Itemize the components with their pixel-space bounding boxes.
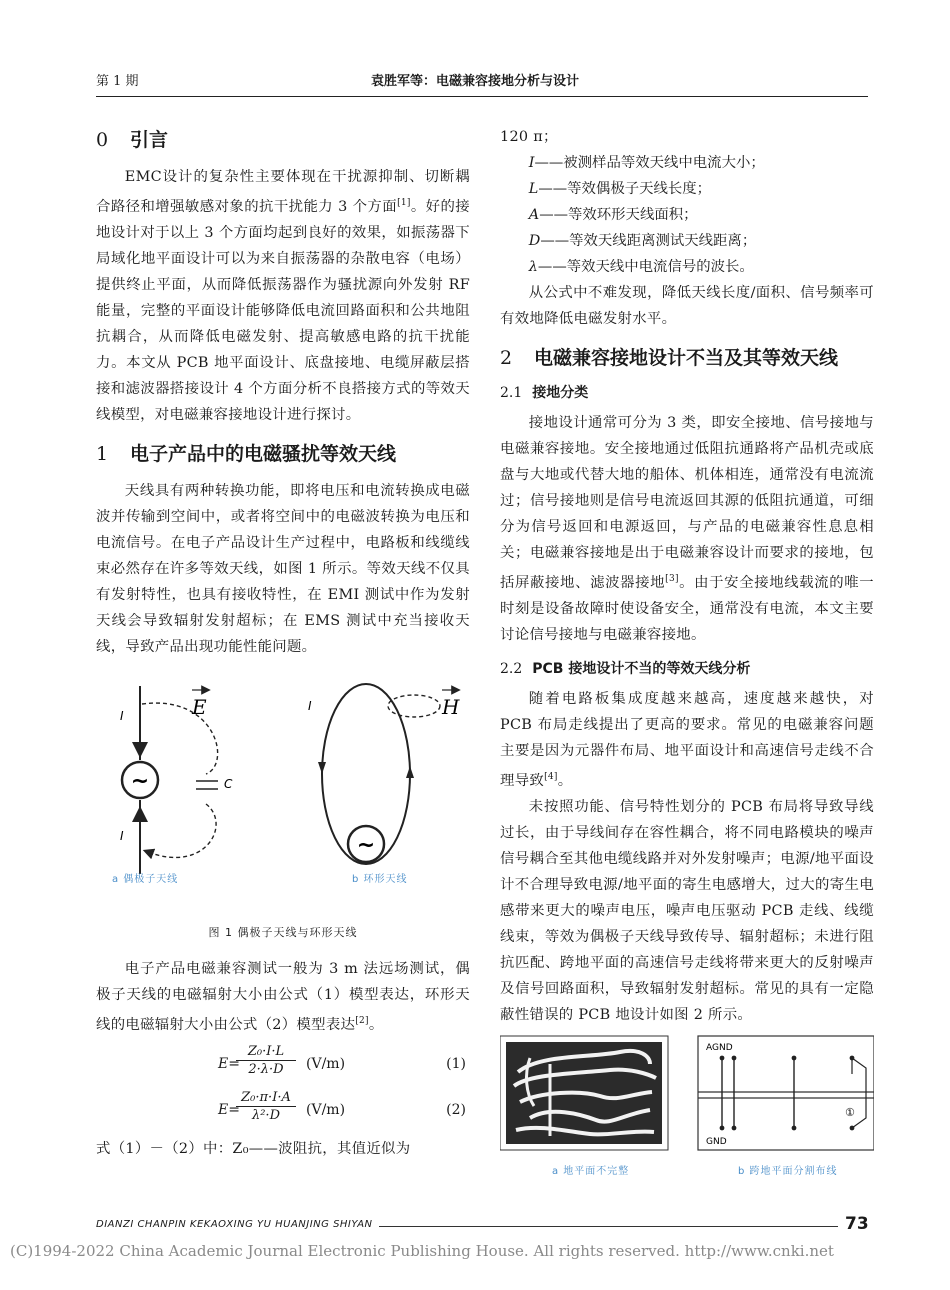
citation: [3]: [665, 574, 679, 584]
marker-1: ①: [845, 1105, 855, 1119]
section-0-heading: [96, 126, 470, 154]
equation-number: (2): [446, 1101, 466, 1118]
gnd-label: GND: [706, 1136, 727, 1147]
conclusion-paragraph: 从公式中不难发现，降低天线长度/面积、信号频率可有效地降低电磁发射水平。: [500, 285, 874, 327]
equation-legend-cont: 120 π；: [500, 129, 558, 145]
figure-2: [500, 1034, 874, 1184]
figure-1a-label: a 偶极子天线: [112, 873, 179, 885]
citation: [2]: [355, 1015, 369, 1026]
definition-item: D——等效天线距离测试天线距离；: [528, 233, 757, 249]
figure-1b-label: b 环形天线: [352, 873, 408, 885]
antenna-diagram: [96, 674, 470, 884]
intro-paragraph: EMC设计的复杂性主要体现在干扰源抑制、切断耦合路径和增强敏感对象的抗干扰能力 3 个方面[1]。好的接地设计对于以上 3 个方面均起到良好的效果，如振荡器下局域化地平面设计可以为来自振荡器的杂散电容（电场）提供终止平面，从而降低振荡器作为骚扰源向外发射 RF 能量，完整的平面设计能够降低电流回路面积和公共地阻抗耦合，从而降低电磁发射、提高敏感电路的抗干扰能力。本文从 PCB 地平面设计、底盘接地、电缆屏蔽层搭接和滤波器搭接设计 4 个方面分析不良搭接方式的等效天线模型，对电磁兼容接地设计进行探讨。: [96, 169, 471, 423]
figure-1-caption: 图 1 偶极子天线与环形天线: [208, 925, 358, 939]
equation-legend-start: 式（1）－（2）中：Z₀——波阻抗，其值近似为: [96, 1140, 411, 1157]
definition-item: L——等效偶极子天线长度；: [528, 181, 712, 197]
source-symbol: ~: [130, 768, 150, 794]
section-number: 0: [96, 129, 109, 151]
current-label: I: [308, 698, 312, 713]
subsection-2-2-heading: 2.2 PCB 接地设计不当的等效天线分析: [500, 660, 751, 677]
capacitor-label: C: [224, 776, 233, 791]
pcb-paragraph-2: 未按照功能、信号特性划分的 PCB 布局将导致导线过长，由于导线间存在容性耦合，将不同电路模块的噪声信号耦合至其他电缆线路并对外发射噪声；电源/地平面设计不合理导致电源/地平面的寄生电感增大，过大的寄生电感带来更大的噪声电压，噪声电压驱动 PCB 走线、线缆线束，等效为偶极子天线导致传导、辐射超标；未进行阻抗匹配、跨地平面的高速信号走线将带来更大的反射噪声及信号回路面积，导致辐射发射超标。常见的具有一定隐蔽性错误的 PCB 地设计如图 2 所示。: [500, 798, 874, 1023]
section-number: 2: [500, 347, 513, 369]
definition-item: λ——等效天线中电流信号的波长。: [528, 259, 754, 275]
dipole-antenna: [120, 686, 233, 874]
left-column: [96, 118, 470, 1162]
header-rule: [96, 96, 868, 97]
incomplete-ground-plane: [500, 1036, 668, 1150]
antenna-paragraph: 天线具有两种转换功能，即将电压和电流转换成电磁波并传输到空间中，或者将空间中的电磁波转换为电压和电流信号。在电子产品设计生产过程中，电路板和线缆线束必然存在许多等效天线，如图 1 所示。等效天线不仅具有发射特性，也具有接收特性，在 EMI 测试中作为发射天线会导致辐射发射超标；在 EMS 测试中充当接收天线，导致产品出现功能性能问题。: [96, 482, 470, 655]
citation: [1]: [397, 198, 411, 208]
section-number: 1: [96, 442, 109, 465]
subsection-2-1-heading: 2.1 接地分类: [500, 385, 589, 401]
pcb-diagram: [500, 1034, 874, 1158]
pcb-paragraph-1: 随着电路板集成度越来越高，速度越来越快，对 PCB 布局走线提出了更高的要求。常见的电磁兼容问题主要是因为元器件布局、地平面设计和高速信号走线不合理导致[4]。: [500, 690, 874, 789]
equation-2: E= $\frac{\text{Z₀·π·I·A}}{\text{λ²·D}}$ (V/m) (2): [218, 1089, 466, 1123]
section-title: 电子产品中的电磁骚扰等效天线: [130, 442, 397, 465]
figure-2a-label: a 地平面不完整: [552, 1165, 630, 1177]
right-column: [500, 124, 874, 1184]
journal-issue: 第 1 期: [96, 74, 139, 89]
equation-number: (1): [446, 1055, 466, 1072]
e-field-label: E: [192, 694, 207, 719]
equation-1: E= $\frac{\text{Z₀·I·L}}{2\cdot\lambda\cdot D}$ (V/m) (1): [218, 1043, 466, 1077]
definition-item: A——等效环形天线面积；: [528, 207, 698, 223]
symbol-definitions: [500, 150, 874, 280]
journal-name: DIANZI CHANPIN KEKAOXING YU HUANJING SHIYAN: [96, 1219, 379, 1230]
h-field-label: H: [442, 694, 460, 719]
section-title: 电磁兼容接地设计不当及其等效天线: [534, 347, 839, 369]
figure-2b-label: b 跨地平面分割布线: [738, 1165, 838, 1177]
copyright-notice: (C)1994-2022 China Academic Journal Electronic Publishing House. All rights reserved. http://www.cnki.net: [10, 1242, 834, 1260]
definition-item: I——被测样品等效天线中电流大小；: [528, 155, 765, 171]
section-2-heading: [500, 344, 874, 372]
citation: [4]: [544, 771, 558, 782]
page-number: 73: [845, 1214, 869, 1234]
loop-antenna: [308, 684, 460, 864]
running-title: 袁胜军等：电磁兼容接地分析与设计: [370, 74, 579, 89]
figure-1: [96, 674, 470, 914]
split-plane-routing: [698, 1036, 874, 1150]
section-title: 引言: [130, 129, 169, 151]
source-symbol: ~: [356, 832, 376, 858]
current-label: I: [120, 828, 124, 843]
test-paragraph: 电子产品电磁兼容测试一般为 3 m 法远场测试，偶极子天线的电磁辐射大小由公式（1）模型表达，环形天线的电磁辐射大小由公式（2）模型表达[2]。: [96, 960, 470, 1033]
section-1-heading: [96, 440, 470, 468]
grounding-paragraph: 接地设计通常可分为 3 类，即安全接地、信号接地与电磁兼容接地。安全接地通过低阻抗通路将产品机壳或底盘与大地或代替大地的船体、机体相连，通常没有电流流过；信号接地则是信号电流返回其源的低阻抗通道，可细分为信号返回和电源返回，与产品的电磁兼容性息息相关；电磁兼容接地是出于电磁兼容设计而要求的接地，包括屏蔽接地、滤波器接地[3]。由于安全接地线载流的唯一时刻是设备故障时使设备安全，通常没有电流，本文主要讨论信号接地与电磁兼容接地。: [500, 415, 874, 643]
current-label: I: [120, 708, 124, 723]
agnd-label: AGND: [706, 1042, 733, 1053]
